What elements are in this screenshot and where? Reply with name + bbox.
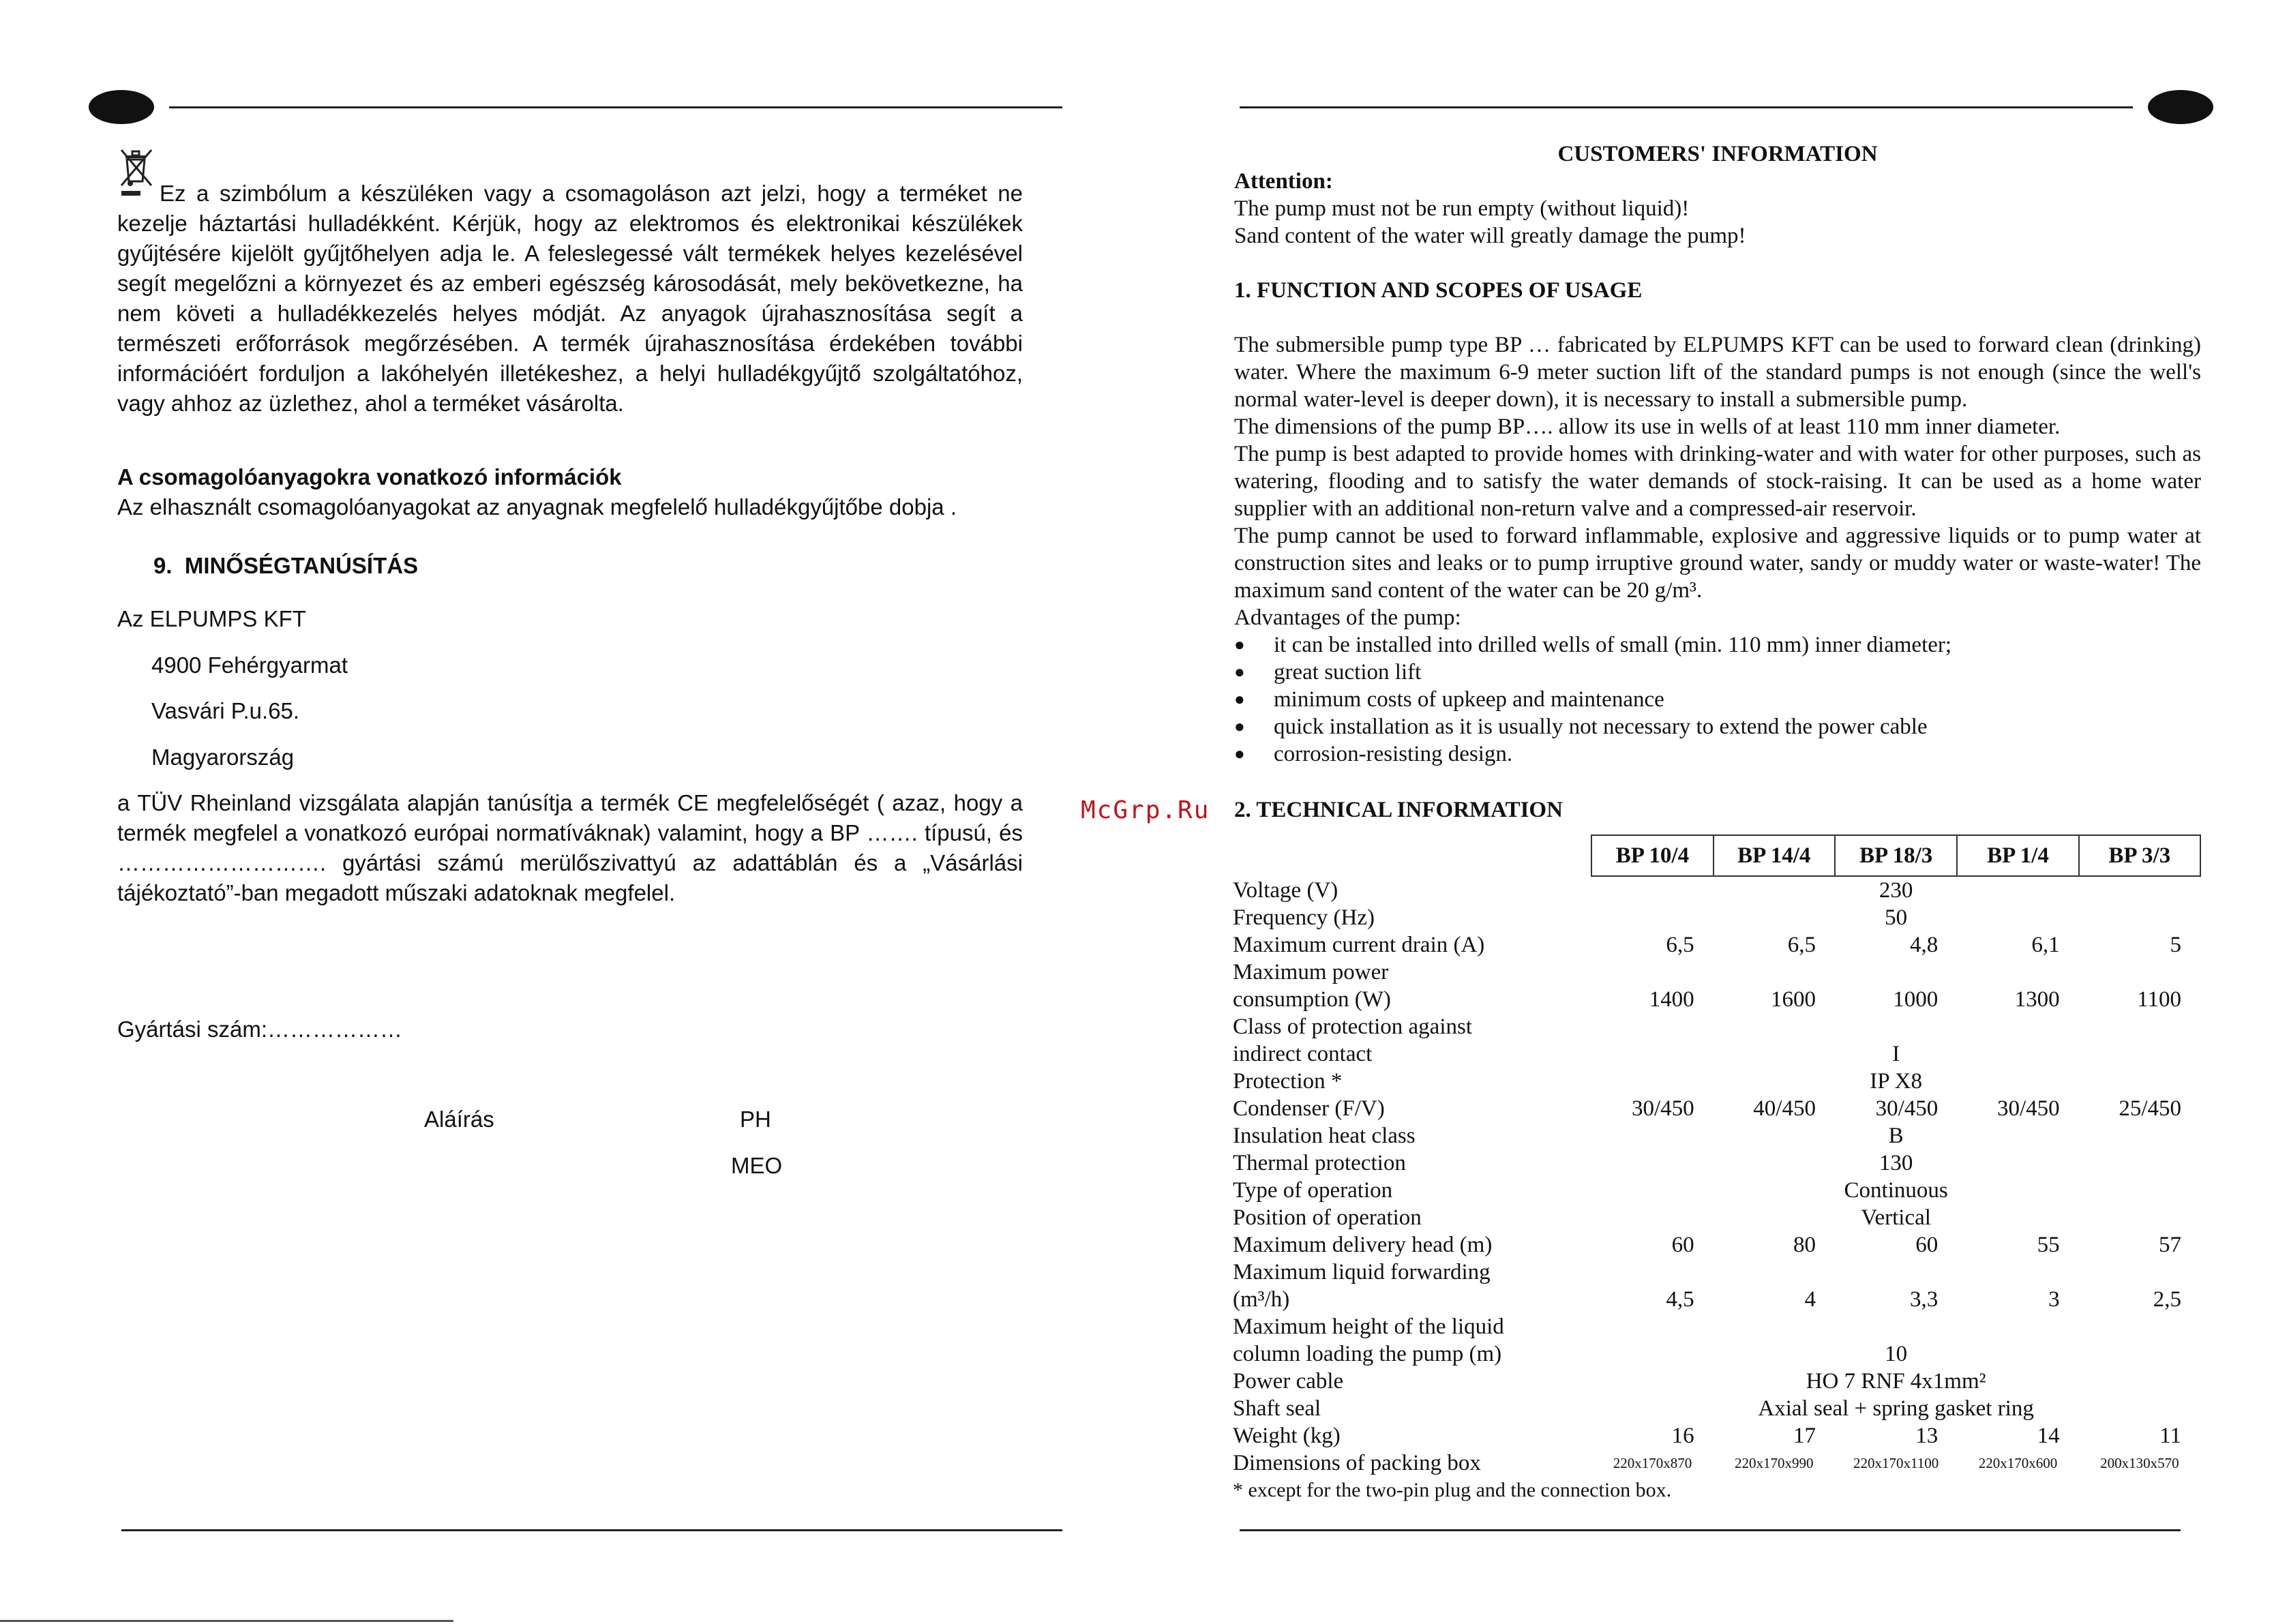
common-value: I: [1892, 1042, 1900, 1066]
packaging-text: Az elhasznált csomagolóanyagokat az anyagnak megfelelő hulladékgyűjtőbe dobja .: [117, 494, 957, 520]
cell-value: 5: [2170, 933, 2181, 957]
row-label: Position of operation: [1233, 1205, 1422, 1230]
serial-number-label: Gyártási szám:………………: [117, 1017, 403, 1042]
table-row: [1233, 1368, 2200, 1395]
weee-paragraph: Ez a szimbólum a készüléken vagy a csomagoláson azt jelzi, hogy a terméket ne kezelje háztartási hulladékként. Kérjük, hogy az elektromos és elektronikai készülékek gyűjtésére kijelölt gyűjtőhelyen adja le. A feleslegessé vált termékek helyes kezelésével segít megelőzni a környezet és az emberi egészség károsodását, mely bekövetkezne, ha nem követi a hulladékkezelés helyes módját. Az anyagok újrahasznosítása segít a természeti erőforrások megőrzésében. A termék újrahasznosítása érdekében további információért forduljon a lakóhelyén illetékeshez, a helyi hulladékgyűjtő szolgáltatóhoz, vagy ahhoz az üzlethez, ahol a terméket vásárolta.: [117, 181, 1023, 416]
cell-value: 4,8: [1910, 933, 1939, 957]
cell-value: 80: [1793, 1233, 1816, 1257]
table-row: [1233, 1068, 2200, 1095]
cell-value: 30/450: [1875, 1096, 1939, 1121]
cell-value: 4,5: [1666, 1287, 1694, 1312]
meo-label: MEO: [731, 1153, 783, 1178]
cell-value: 1100: [2137, 987, 2181, 1012]
footer-rule-left: [121, 1529, 1062, 1531]
common-value: 130: [1879, 1151, 1913, 1175]
table-row: [1233, 1122, 2200, 1149]
technical-table: [1233, 834, 2201, 1504]
table-row: [1233, 1259, 2200, 1313]
cell-value: 6,1: [2031, 933, 2060, 957]
common-value: Axial seal + spring gasket ring: [1758, 1396, 2034, 1421]
common-value: IP X8: [1870, 1069, 1922, 1094]
row-label-line: indirect contact: [1233, 1042, 1373, 1066]
row-label: Type of operation: [1233, 1178, 1393, 1203]
bottom-edge-line: [0, 1620, 453, 1622]
cell-value: 25/450: [2119, 1096, 2181, 1121]
row-label-line: consumption (W): [1233, 987, 1391, 1012]
cell-value: 13: [1915, 1424, 1939, 1448]
table-row: [1233, 959, 2200, 1013]
table-row: [1233, 1149, 2200, 1177]
usage-paragraph-3: The pump is best adapted to provide homes with drinking-water and with water for other purposes, such as watering, flooding and to satisfy the water demands of stock-raising. It can be used as a home water supplier with an additional non-return valve and a compressed-air reservoir.: [1234, 442, 2201, 521]
cell-value: 30/450: [1996, 1096, 2060, 1121]
cell-value: 40/450: [1753, 1096, 1816, 1121]
cell-value: 6,5: [1787, 933, 1816, 957]
row-label-line: (m³/h): [1233, 1287, 1290, 1312]
attention-line-1: The pump must not be run empty (without liquid)!: [1234, 196, 1690, 221]
cell-value: 6,5: [1666, 933, 1694, 957]
cell-value: 3: [2048, 1287, 2060, 1312]
table-row: [1233, 1204, 2200, 1231]
advantage-item: ● corrosion-resisting design.: [1234, 740, 2201, 768]
usage-paragraph-2: The dimensions of the pump BP…. allow its use in wells of at least 110 mm inner diameter.: [1234, 415, 2061, 439]
row-label: [1233, 959, 1591, 1013]
cell-value: 200x130x570: [2100, 1455, 2179, 1471]
row-label: Frequency (Hz): [1233, 905, 1375, 930]
attention-label: Attention:: [1234, 169, 1333, 194]
cell-value: 1300: [2014, 987, 2060, 1012]
advantages-heading: Advantages of the pump:: [1234, 605, 1461, 630]
model-header: BP 10/4: [1591, 835, 1713, 876]
watermark: McGrp.Ru: [1081, 796, 1210, 824]
cell-value: 220x170x1100: [1853, 1455, 1939, 1471]
cell-value: 60: [1915, 1233, 1939, 1257]
table-row: [1233, 904, 2200, 931]
usage-paragraph-1: The submersible pump type BP … fabricated by ELPUMPS KFT can be used to forward clean (drinking) water. Where the maximum 6-9 meter suction lift of the standard pumps is not enough (since the well's normal water-level is deeper down), it is necessary to install a submersible pump.: [1234, 333, 2201, 412]
row-label: Dimensions of packing box: [1233, 1451, 1481, 1475]
advantage-item: ● it can be installed into drilled wells of small (min. 110 mm) inner diameter;: [1234, 631, 2201, 659]
table-row: [1233, 1177, 2200, 1204]
row-label-line: column loading the pump (m): [1233, 1342, 1502, 1366]
certification-paragraph: a TÜV Rheinland vizsgálata alapján tanúsítja a termék CE megfelelőségét ( azaz, hogy a termék megfelel a vonatkozó európai normatíváknak) valamint, hogy a BP ……. típusú, és ………………………. gyártási számú merülőszivattyú az adattáblán és a „Vásárlási tájékoztató”-ban megadott műszaki adatoknak megfelel.: [117, 790, 1023, 905]
common-value: 230: [1879, 878, 1913, 903]
packaging-heading: A csomagolóanyagokra vonatkozó információk: [117, 464, 622, 490]
footer-rule-right: [1240, 1529, 2181, 1531]
table-corner: [1233, 835, 1591, 876]
address-line-1: 4900 Fehérgyarmat: [151, 652, 348, 678]
header-rule-right: [1240, 106, 2133, 108]
common-value: HO 7 RNF 4x1mm²: [1806, 1369, 1986, 1394]
table-row: [1233, 1013, 2200, 1068]
common-value: B: [1888, 1124, 1904, 1148]
section-9-heading: 9. MINŐSÉGTANÚSÍTÁS: [153, 553, 419, 578]
signature-label: Aláírás: [424, 1107, 494, 1132]
row-label: Thermal protection: [1233, 1151, 1406, 1175]
row-label: [1233, 1313, 1591, 1368]
cell-value: 14: [2037, 1424, 2060, 1448]
cell-value: 11: [2159, 1424, 2181, 1448]
company-name: Az ELPUMPS KFT: [117, 606, 306, 631]
row-label-line: Maximum liquid forwarding: [1233, 1260, 1491, 1284]
advantage-item: ● minimum costs of upkeep and maintenance: [1234, 686, 2201, 713]
section-1-body: [1234, 331, 2201, 768]
cell-value: 1600: [1770, 987, 1816, 1012]
table-row: [1233, 1231, 2200, 1259]
row-label: Power cable: [1233, 1369, 1344, 1394]
cell-value: 30/450: [1631, 1096, 1694, 1121]
usage-paragraph-4: The pump cannot be used to forward inflammable, explosive and aggressive liquids or to pump water at construction sites and leaks or to pump irruptive ground water, sandy or muddy water or waste-water! The maximum sand content of the water can be 20 g/m³.: [1234, 524, 2201, 603]
cell-value: 55: [2037, 1233, 2060, 1257]
cell-value: 60: [1671, 1233, 1694, 1257]
model-header: BP 18/3: [1835, 835, 1957, 876]
row-label: Shaft seal: [1233, 1396, 1321, 1421]
row-label: [1233, 1259, 1591, 1313]
table-row: [1233, 1313, 2200, 1368]
section-1-heading: 1. FUNCTION AND SCOPES OF USAGE: [1234, 278, 1643, 303]
page-marker-right: [2148, 90, 2213, 124]
common-value: 10: [1885, 1342, 1908, 1366]
table-row: [1233, 1095, 2200, 1122]
row-label: Maximum current drain (A): [1233, 933, 1485, 957]
cell-value: 57: [2159, 1233, 2181, 1257]
model-header: BP 14/4: [1714, 835, 1835, 876]
cell-value: 17: [1793, 1424, 1816, 1448]
customers-info-title: CUSTOMERS' INFORMATION: [1557, 142, 1878, 166]
cell-value: 3,3: [1910, 1287, 1939, 1312]
page-marker-left: [89, 90, 154, 124]
table-footnote: * except for the two-pin plug and the connection box.: [1233, 1479, 1672, 1501]
table-row: [1233, 1395, 2200, 1422]
address-line-3: Magyarország: [151, 745, 295, 770]
cell-value: 220x170x870: [1613, 1455, 1692, 1471]
table-row: [1233, 876, 2200, 904]
table-footnote-row: [1233, 1477, 2200, 1504]
address-line-2: Vasvári P.u.65.: [151, 698, 300, 723]
table-row: [1233, 931, 2200, 959]
cell-value: 2,5: [2153, 1287, 2181, 1312]
row-label-line: Maximum height of the liquid: [1233, 1314, 1504, 1339]
header-rule-left: [169, 106, 1062, 108]
advantages-list: [1234, 631, 2201, 768]
cell-value: 4: [1804, 1287, 1816, 1312]
section-2-heading: 2. TECHNICAL INFORMATION: [1234, 798, 1563, 822]
cell-value: 1000: [1893, 987, 1939, 1012]
row-label: Condenser (F/V): [1233, 1096, 1385, 1121]
row-label-line: Maximum power: [1233, 960, 1389, 984]
model-header: BP 1/4: [1957, 835, 2078, 876]
row-label: Insulation heat class: [1233, 1124, 1416, 1148]
row-label: Weight (kg): [1233, 1424, 1341, 1448]
cell-value: 220x170x990: [1735, 1455, 1814, 1471]
attention-line-2: Sand content of the water will greatly damage the pump!: [1234, 224, 1746, 248]
row-label: Voltage (V): [1233, 878, 1338, 903]
table-row: [1233, 1449, 2200, 1477]
table-row: [1233, 1422, 2200, 1449]
common-value: Vertical: [1861, 1205, 1931, 1230]
cell-value: 16: [1671, 1424, 1694, 1448]
table-header-row: [1233, 835, 2200, 876]
common-value: 50: [1885, 905, 1908, 930]
cell-value: 220x170x600: [1978, 1455, 2058, 1471]
model-header: BP 3/3: [2079, 835, 2200, 876]
stamp-label: PH: [740, 1107, 771, 1132]
row-label: Maximum delivery head (m): [1233, 1233, 1493, 1257]
advantage-item: ● great suction lift: [1234, 659, 2201, 686]
advantage-item: ● quick installation as it is usually not necessary to extend the power cable: [1234, 713, 2201, 740]
cell-value: 1400: [1649, 987, 1694, 1012]
common-value: Continuous: [1844, 1178, 1948, 1203]
row-label-line: Class of protection against: [1233, 1014, 1473, 1039]
row-label: Protection *: [1233, 1069, 1343, 1094]
row-label: [1233, 1013, 1591, 1068]
